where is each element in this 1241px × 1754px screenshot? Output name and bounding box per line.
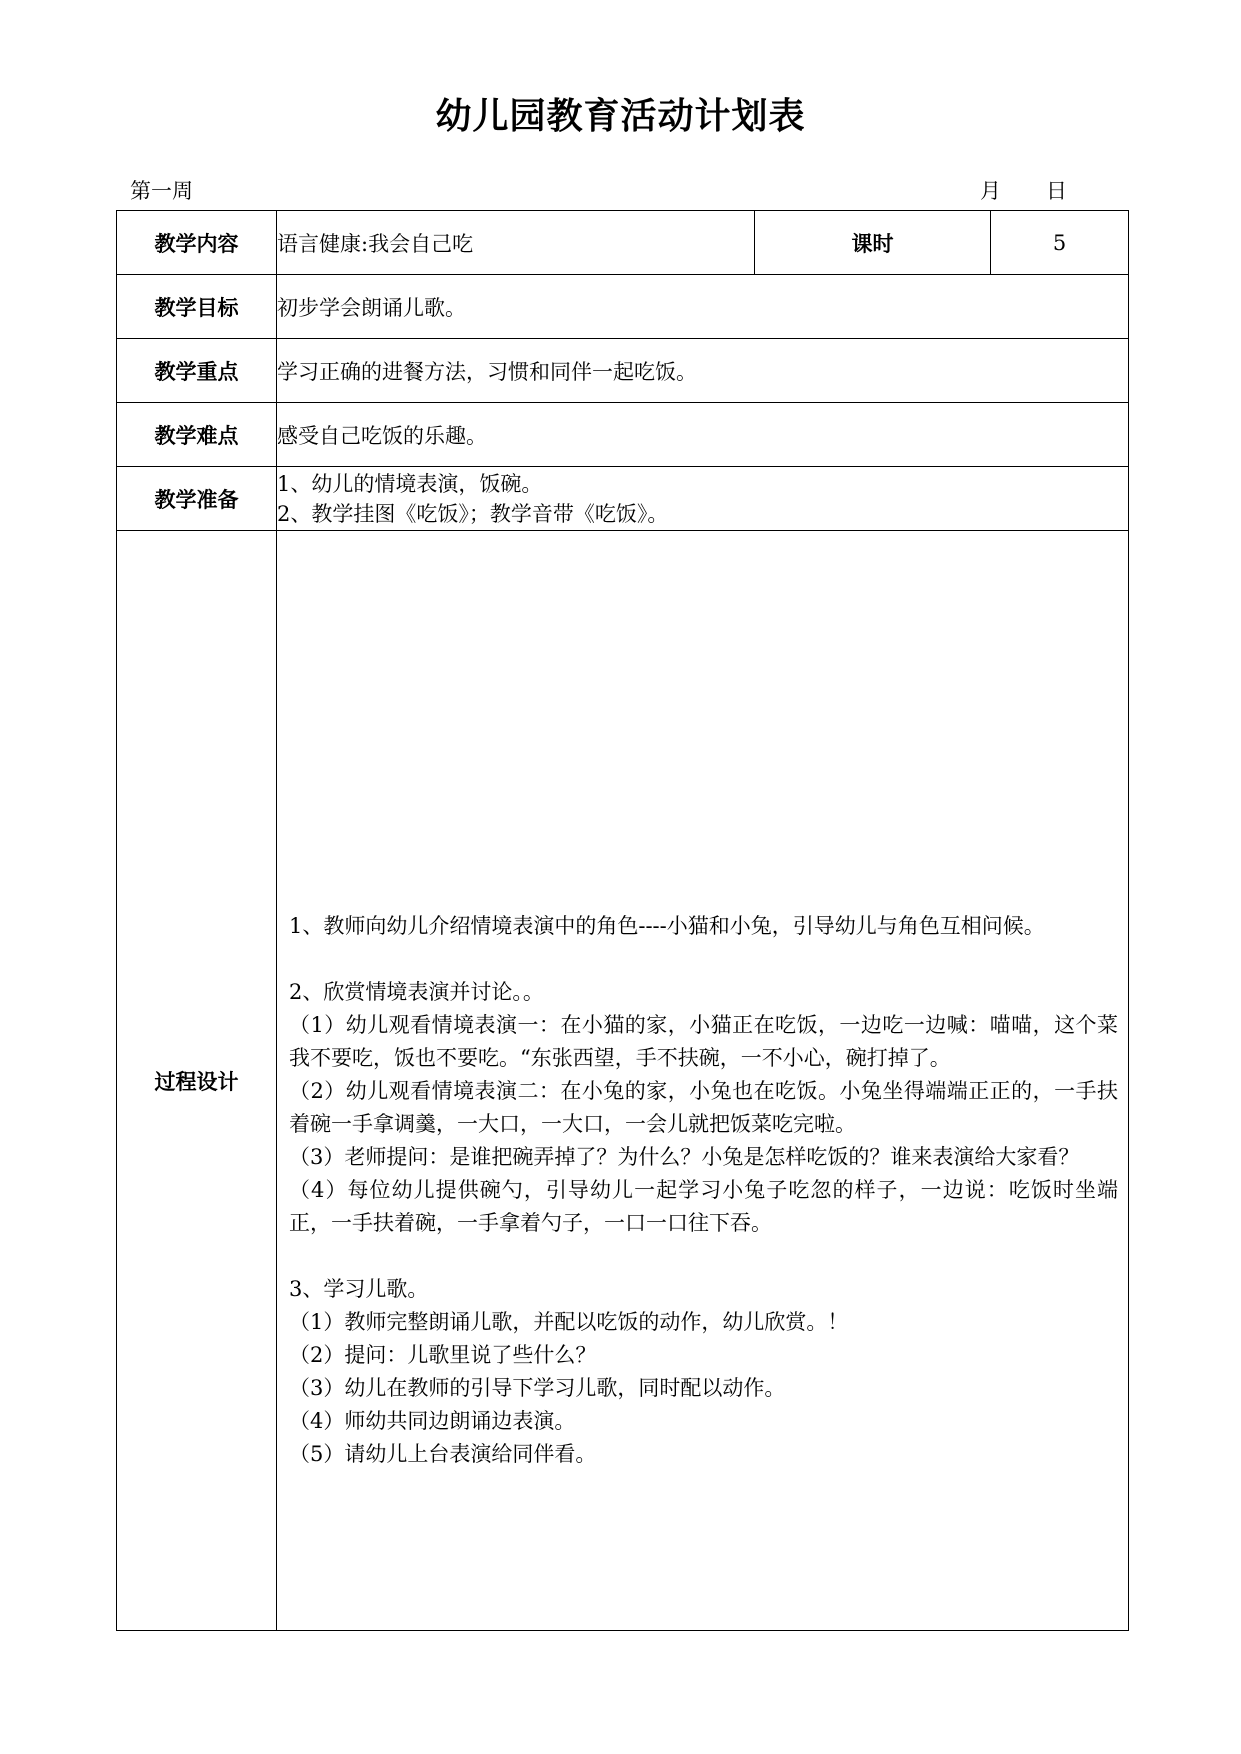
- process-body: [277, 690, 1128, 1471]
- process-line: （2）幼儿观看情境表演二：在小兔的家，小兔也在吃饭。小兔坐得端端正正的，一手扶着碗一手拿调羹，一大口，一大口，一会儿就把饭菜吃完啦。: [289, 1079, 1118, 1136]
- goal-label: 教学目标: [117, 275, 277, 339]
- process-line: （4）师幼共同边朗诵边表演。: [289, 1409, 576, 1433]
- preparation-label: 教学准备: [117, 467, 277, 531]
- preparation-value: [277, 467, 1129, 531]
- difficulty-label: 教学难点: [117, 403, 277, 467]
- process-label: 过程设计: [117, 531, 277, 1631]
- content-value: 语言健康:我会自己吃: [277, 211, 755, 275]
- key-point-label: 教学重点: [117, 339, 277, 403]
- process-line: 1、教师向幼儿介绍情境表演中的角色----小猫和小兔，引导幼儿与角色互相问候。: [289, 914, 1045, 938]
- process-line: （3）老师提问：是谁把碗弄掉了？为什么？小兔是怎样吃饭的？谁来表演给大家看？: [289, 1145, 1080, 1169]
- goal-row: [117, 275, 1129, 339]
- month-label: 月: [980, 179, 1001, 203]
- process-line: （5）请幼儿上台表演给同伴看。: [289, 1442, 597, 1466]
- preparation-line: 2、教学挂图《吃饭》；教学音带《吃饭》。: [277, 501, 669, 526]
- difficulty-row: [117, 403, 1129, 467]
- hours-label: 课时: [755, 211, 991, 275]
- key-point-row: [117, 339, 1129, 403]
- content-row: [117, 211, 1129, 275]
- process-line: （4）每位幼儿提供碗勺，引导幼儿一起学习小兔子吃忽的样子，一边说：吃饭时坐端正，一手扶着碗，一手拿着勺子，一口一口往下吞。: [289, 1178, 1118, 1235]
- page-title: 幼儿园教育活动计划表: [435, 96, 806, 137]
- process-row: [117, 531, 1129, 1631]
- process-line: （1）教师完整朗诵儿歌，并配以吃饭的动作，幼儿欣赏。！: [289, 1310, 849, 1334]
- process-line: （2）提问：儿歌里说了些什么？: [289, 1343, 597, 1367]
- preparation-line: 1、幼儿的情境表演，饭碗。: [277, 471, 543, 496]
- week-label: 第一周: [130, 179, 193, 203]
- key-point-value: 学习正确的进餐方法，习惯和同伴一起吃饭。: [277, 339, 1129, 403]
- process-line: 3、学习儿歌。: [289, 1277, 429, 1301]
- process-line: （1）幼儿观看情境表演一：在小猫的家，小猫正在吃饭，一边吃一边喊：喵喵，这个菜我不要吃，饭也不要吃。“东张西望，手不扶碗，一不小心，碗打掉了。: [289, 1013, 1118, 1070]
- difficulty-value: 感受自己吃饭的乐趣。: [277, 403, 1129, 467]
- process-spacer: [289, 943, 1118, 976]
- process-spacer: [289, 1240, 1118, 1273]
- day-label: 日: [1046, 179, 1067, 203]
- content-label: 教学内容: [117, 211, 277, 275]
- process-line: （3）幼儿在教师的引导下学习儿歌，同时配以动作。: [289, 1376, 786, 1400]
- hours-value: 5: [991, 211, 1129, 275]
- goal-value: 初步学会朗诵儿歌。: [277, 275, 1129, 339]
- process-line: 2、欣赏情境表演并讨论。。: [289, 980, 544, 1004]
- process-value: [277, 531, 1129, 1631]
- activity-plan-table: [116, 210, 1129, 1631]
- preparation-row: [117, 467, 1129, 531]
